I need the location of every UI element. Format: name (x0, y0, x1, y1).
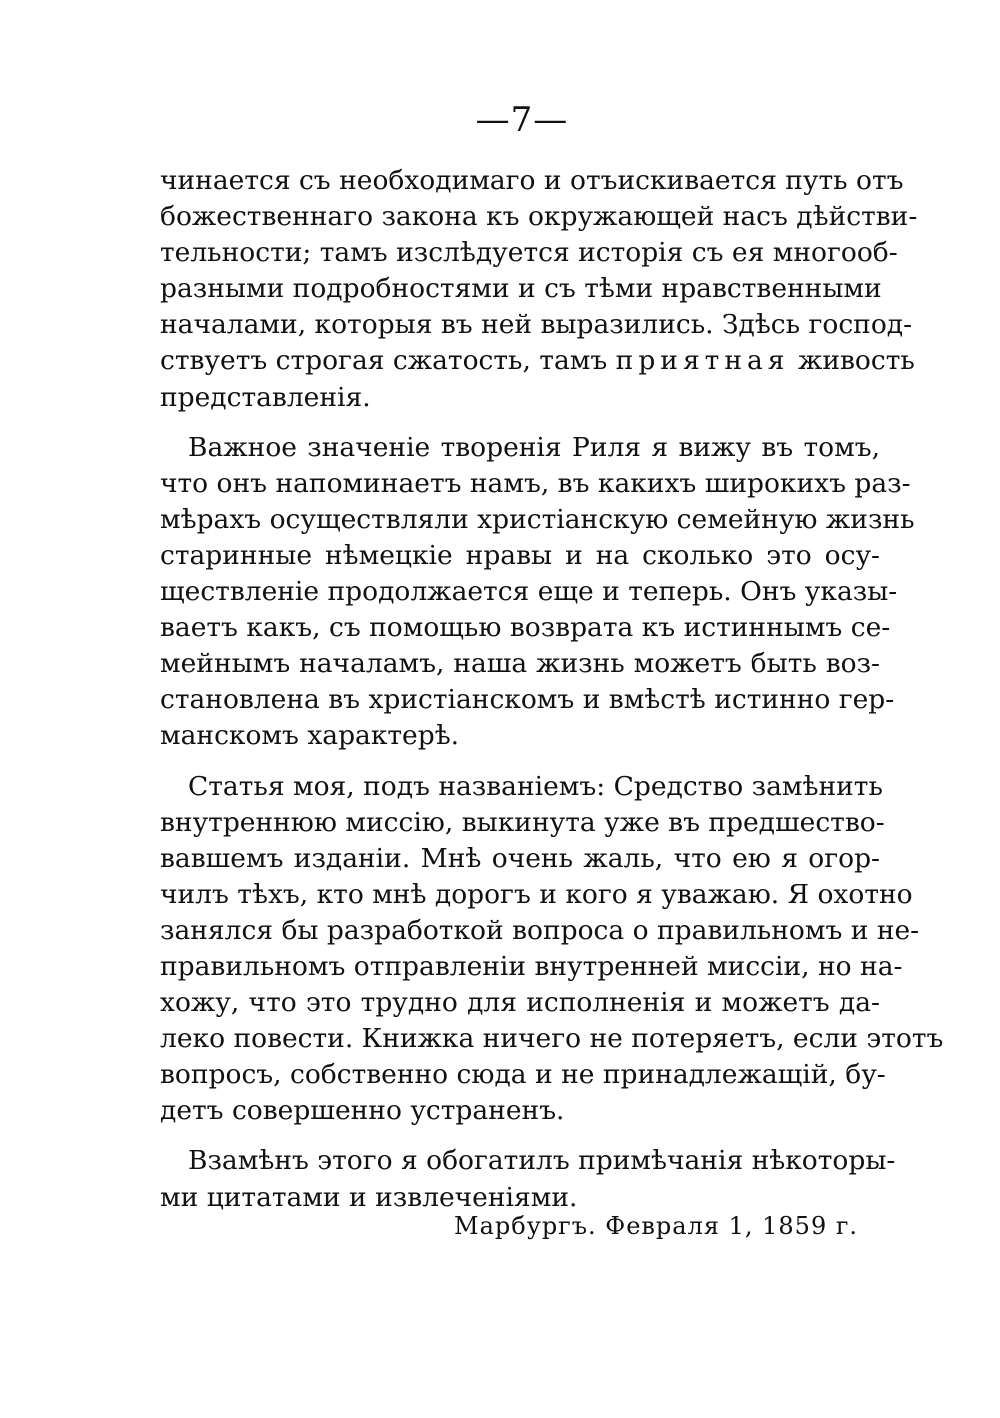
body-text (160, 163, 944, 1230)
text-line: чинается съ необходимаго и отъискивается путь отъ (160, 165, 904, 196)
text-line: разными подробностями и съ тѣми нравственными (160, 273, 882, 305)
text-line: божественнаго закона къ окружающей насъ дѣйстви- (160, 201, 918, 233)
text-line: вопросъ, собственно сюда и не принадлежащій, бу- (160, 1059, 886, 1091)
text-line: Важное значеніе творенія Риля я вижу въ томъ, (188, 431, 880, 463)
text-line: ми цитатами и извлеченіями. (160, 1181, 578, 1213)
text-line: хожу, что это трудно для исполненія и можетъ да- (160, 987, 880, 1019)
text-line: Взамѣнъ этого я обогатилъ примѣчанія нѣкоторы- (188, 1145, 896, 1177)
text-line: занялся бы разработкой вопроса о правильномъ и не- (160, 914, 920, 946)
text-line: манскомъ характерѣ. (160, 720, 460, 752)
text-line: детъ совершенно устраненъ. (160, 1095, 565, 1127)
text-line: чилъ тѣхъ, кто мнѣ дорогъ и кого я уважаю. Я охотно (160, 878, 913, 910)
text-line: ваетъ какъ, съ помощью возврата къ истиннымъ се- (160, 612, 891, 644)
spaced-emphasis-word: приятная (615, 345, 790, 377)
text-line: представленія. (160, 381, 371, 413)
text-line: Статья моя, подъ названіемъ: Средство замѣнить (188, 770, 883, 802)
text-line: что онъ напоминаетъ намъ, въ какихъ широкихъ раз- (160, 467, 911, 499)
text-line: началами, которыя въ ней выразились. Здѣсь господ- (160, 309, 913, 341)
text-line: старинные нѣмецкіе нравы и на сколько это осу- (160, 539, 880, 571)
signature-place-date: Марбургъ. Февраля 1, 1859 г. (454, 1212, 859, 1240)
text-line: мѣрахъ осуществляли христіанскую семейную жизнь (160, 503, 915, 535)
page-number: —7— (475, 100, 569, 140)
text-line: становлена въ христіанскомъ и вмѣстѣ истинно гер- (160, 684, 895, 716)
text-segment: живость (789, 345, 915, 377)
paragraph-3 (160, 769, 944, 1130)
text-segment: ствуетъ строгая сжатость, тамъ (160, 345, 616, 377)
text-line: вавшемъ изданіи. Мнѣ очень жаль, что ею я огор- (160, 842, 880, 874)
text-line: правильномъ отправленіи внутренней миссіи, но на- (160, 950, 903, 982)
paragraph-4 (160, 1143, 896, 1215)
text-line: леко повести. Книжка ничего не потеряетъ, если этотъ (160, 1023, 944, 1055)
text-line: тельности; тамъ изслѣдуется исторія съ ея многооб- (160, 237, 898, 269)
paragraph-2 (160, 430, 915, 755)
paragraph-1 (160, 163, 918, 416)
text-line-with-spaced-word (160, 343, 915, 379)
text-line: мейнымъ началамъ, наша жизнь можетъ быть воз- (160, 648, 880, 680)
text-line: внутреннюю миссію, выкинута уже въ предшество- (160, 806, 885, 838)
text-line: ществленіе продолжается еще и теперь. Онъ указы- (160, 576, 898, 608)
